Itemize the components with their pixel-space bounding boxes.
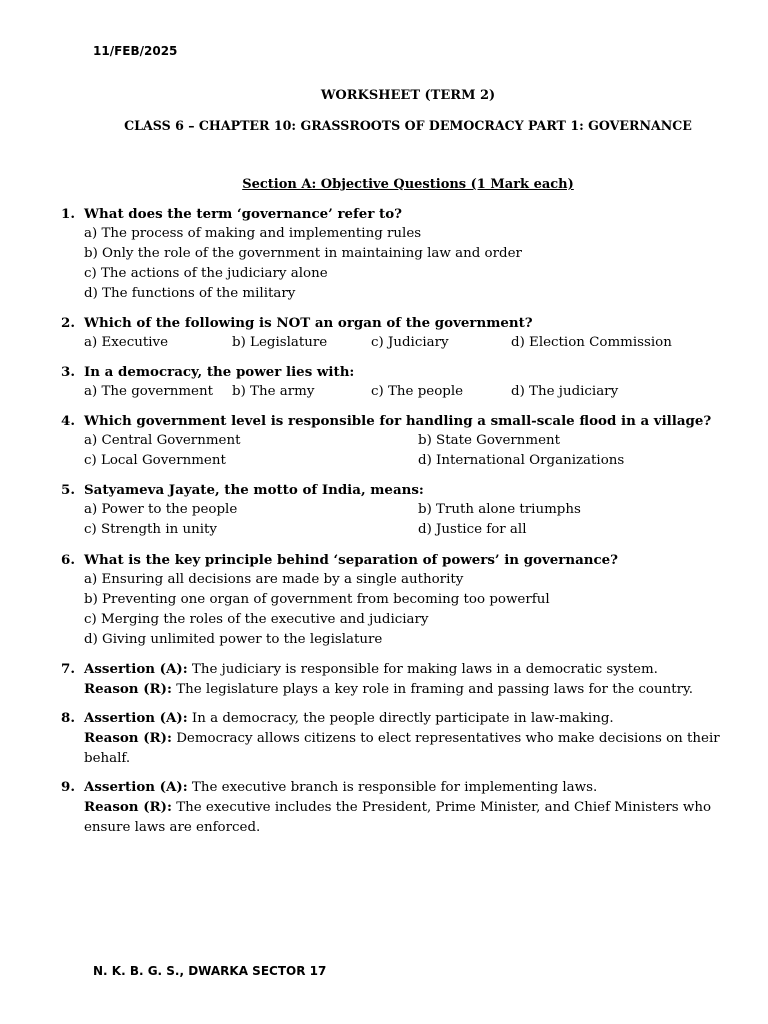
- option: a) Power to the people: [84, 502, 238, 517]
- assertion-text: The executive branch is responsible for implementing laws.: [187, 780, 598, 795]
- section-heading: Section A: Objective Questions (1 Mark each): [242, 177, 574, 192]
- option: c) The people: [371, 384, 464, 399]
- option: a) The process of making and implementing rules: [84, 226, 422, 241]
- option: c) Merging the roles of the executive and judiciary: [84, 612, 429, 627]
- option: d) The judiciary: [511, 384, 619, 399]
- option: b) Only the role of the government in maintaining law and order: [84, 246, 522, 261]
- reason-text: Democracy allows citizens to elect representatives who make decisions on their behalf.: [84, 731, 720, 766]
- option: a) Central Government: [84, 433, 241, 448]
- assertion-label: Assertion (A):: [84, 779, 188, 795]
- question-text: In a democracy, the power lies with:: [84, 364, 355, 380]
- reason-text: The legislature plays a key role in framing and passing laws for the country.: [171, 682, 694, 697]
- school-footer: N. K. B. G. S., DWARKA SECTOR 17: [93, 964, 327, 978]
- option: d) The functions of the military: [84, 286, 296, 301]
- question-text: Satyameva Jayate, the motto of India, means:: [84, 482, 424, 498]
- option: c) The actions of the judiciary alone: [84, 266, 328, 281]
- question-number: 9.: [61, 779, 75, 795]
- question-number: 4.: [61, 413, 75, 429]
- option: d) Justice for all: [418, 522, 527, 537]
- assertion-label: Assertion (A):: [84, 661, 188, 677]
- option: c) Local Government: [84, 453, 226, 468]
- option: b) Truth alone triumphs: [418, 502, 581, 517]
- option: c) Strength in unity: [84, 522, 217, 537]
- option: a) The government: [84, 384, 213, 399]
- assertion-line: [84, 708, 614, 729]
- question-number: 1.: [61, 206, 75, 222]
- reason-label: Reason (R):: [84, 681, 172, 697]
- reason-label: Reason (R):: [84, 799, 172, 815]
- option: b) Preventing one organ of government from becoming too powerful: [84, 592, 550, 607]
- assertion-text: In a democracy, the people directly participate in law-making.: [187, 711, 614, 726]
- reason-line: [84, 797, 734, 838]
- option: b) Legislature: [232, 335, 328, 350]
- question-number: 5.: [61, 482, 75, 498]
- question-number: 6.: [61, 552, 75, 568]
- assertion-label: Assertion (A):: [84, 710, 188, 726]
- reason-line: [84, 728, 734, 769]
- assertion-line: [84, 777, 597, 798]
- option: b) State Government: [418, 433, 561, 448]
- question-text: Which government level is responsible for handling a small-scale flood in a village?: [84, 413, 712, 429]
- option: d) International Organizations: [418, 453, 625, 468]
- assertion-line: [84, 659, 658, 680]
- question-text: What is the key principle behind ‘separation of powers’ in governance?: [84, 552, 619, 568]
- reason-label: Reason (R):: [84, 730, 172, 746]
- option: d) Election Commission: [511, 335, 672, 350]
- question-number: 3.: [61, 364, 75, 380]
- reason-line: [84, 679, 693, 700]
- option: b) The army: [232, 384, 315, 399]
- question-number: 2.: [61, 315, 75, 331]
- question-text: Which of the following is NOT an organ of the government?: [84, 315, 533, 331]
- question-number: 7.: [61, 661, 75, 677]
- question-text: What does the term ‘governance’ refer to?: [84, 206, 402, 222]
- reason-text: The executive includes the President, Prime Minister, and Chief Ministers who ensure laws are enforced.: [84, 800, 712, 835]
- assertion-text: The judiciary is responsible for making laws in a democratic system.: [187, 662, 658, 677]
- question-number: 8.: [61, 710, 75, 726]
- chapter-title: CLASS 6 – CHAPTER 10: GRASSROOTS OF DEMOCRACY PART 1: GOVERNANCE: [124, 118, 692, 133]
- option: a) Ensuring all decisions are made by a single authority: [84, 572, 464, 587]
- option: c) Judiciary: [371, 335, 449, 350]
- option: a) Executive: [84, 335, 168, 350]
- worksheet-title: WORKSHEET (TERM 2): [320, 88, 496, 103]
- worksheet-date: 11/FEB/2025: [93, 44, 178, 58]
- option: d) Giving unlimited power to the legislature: [84, 632, 383, 647]
